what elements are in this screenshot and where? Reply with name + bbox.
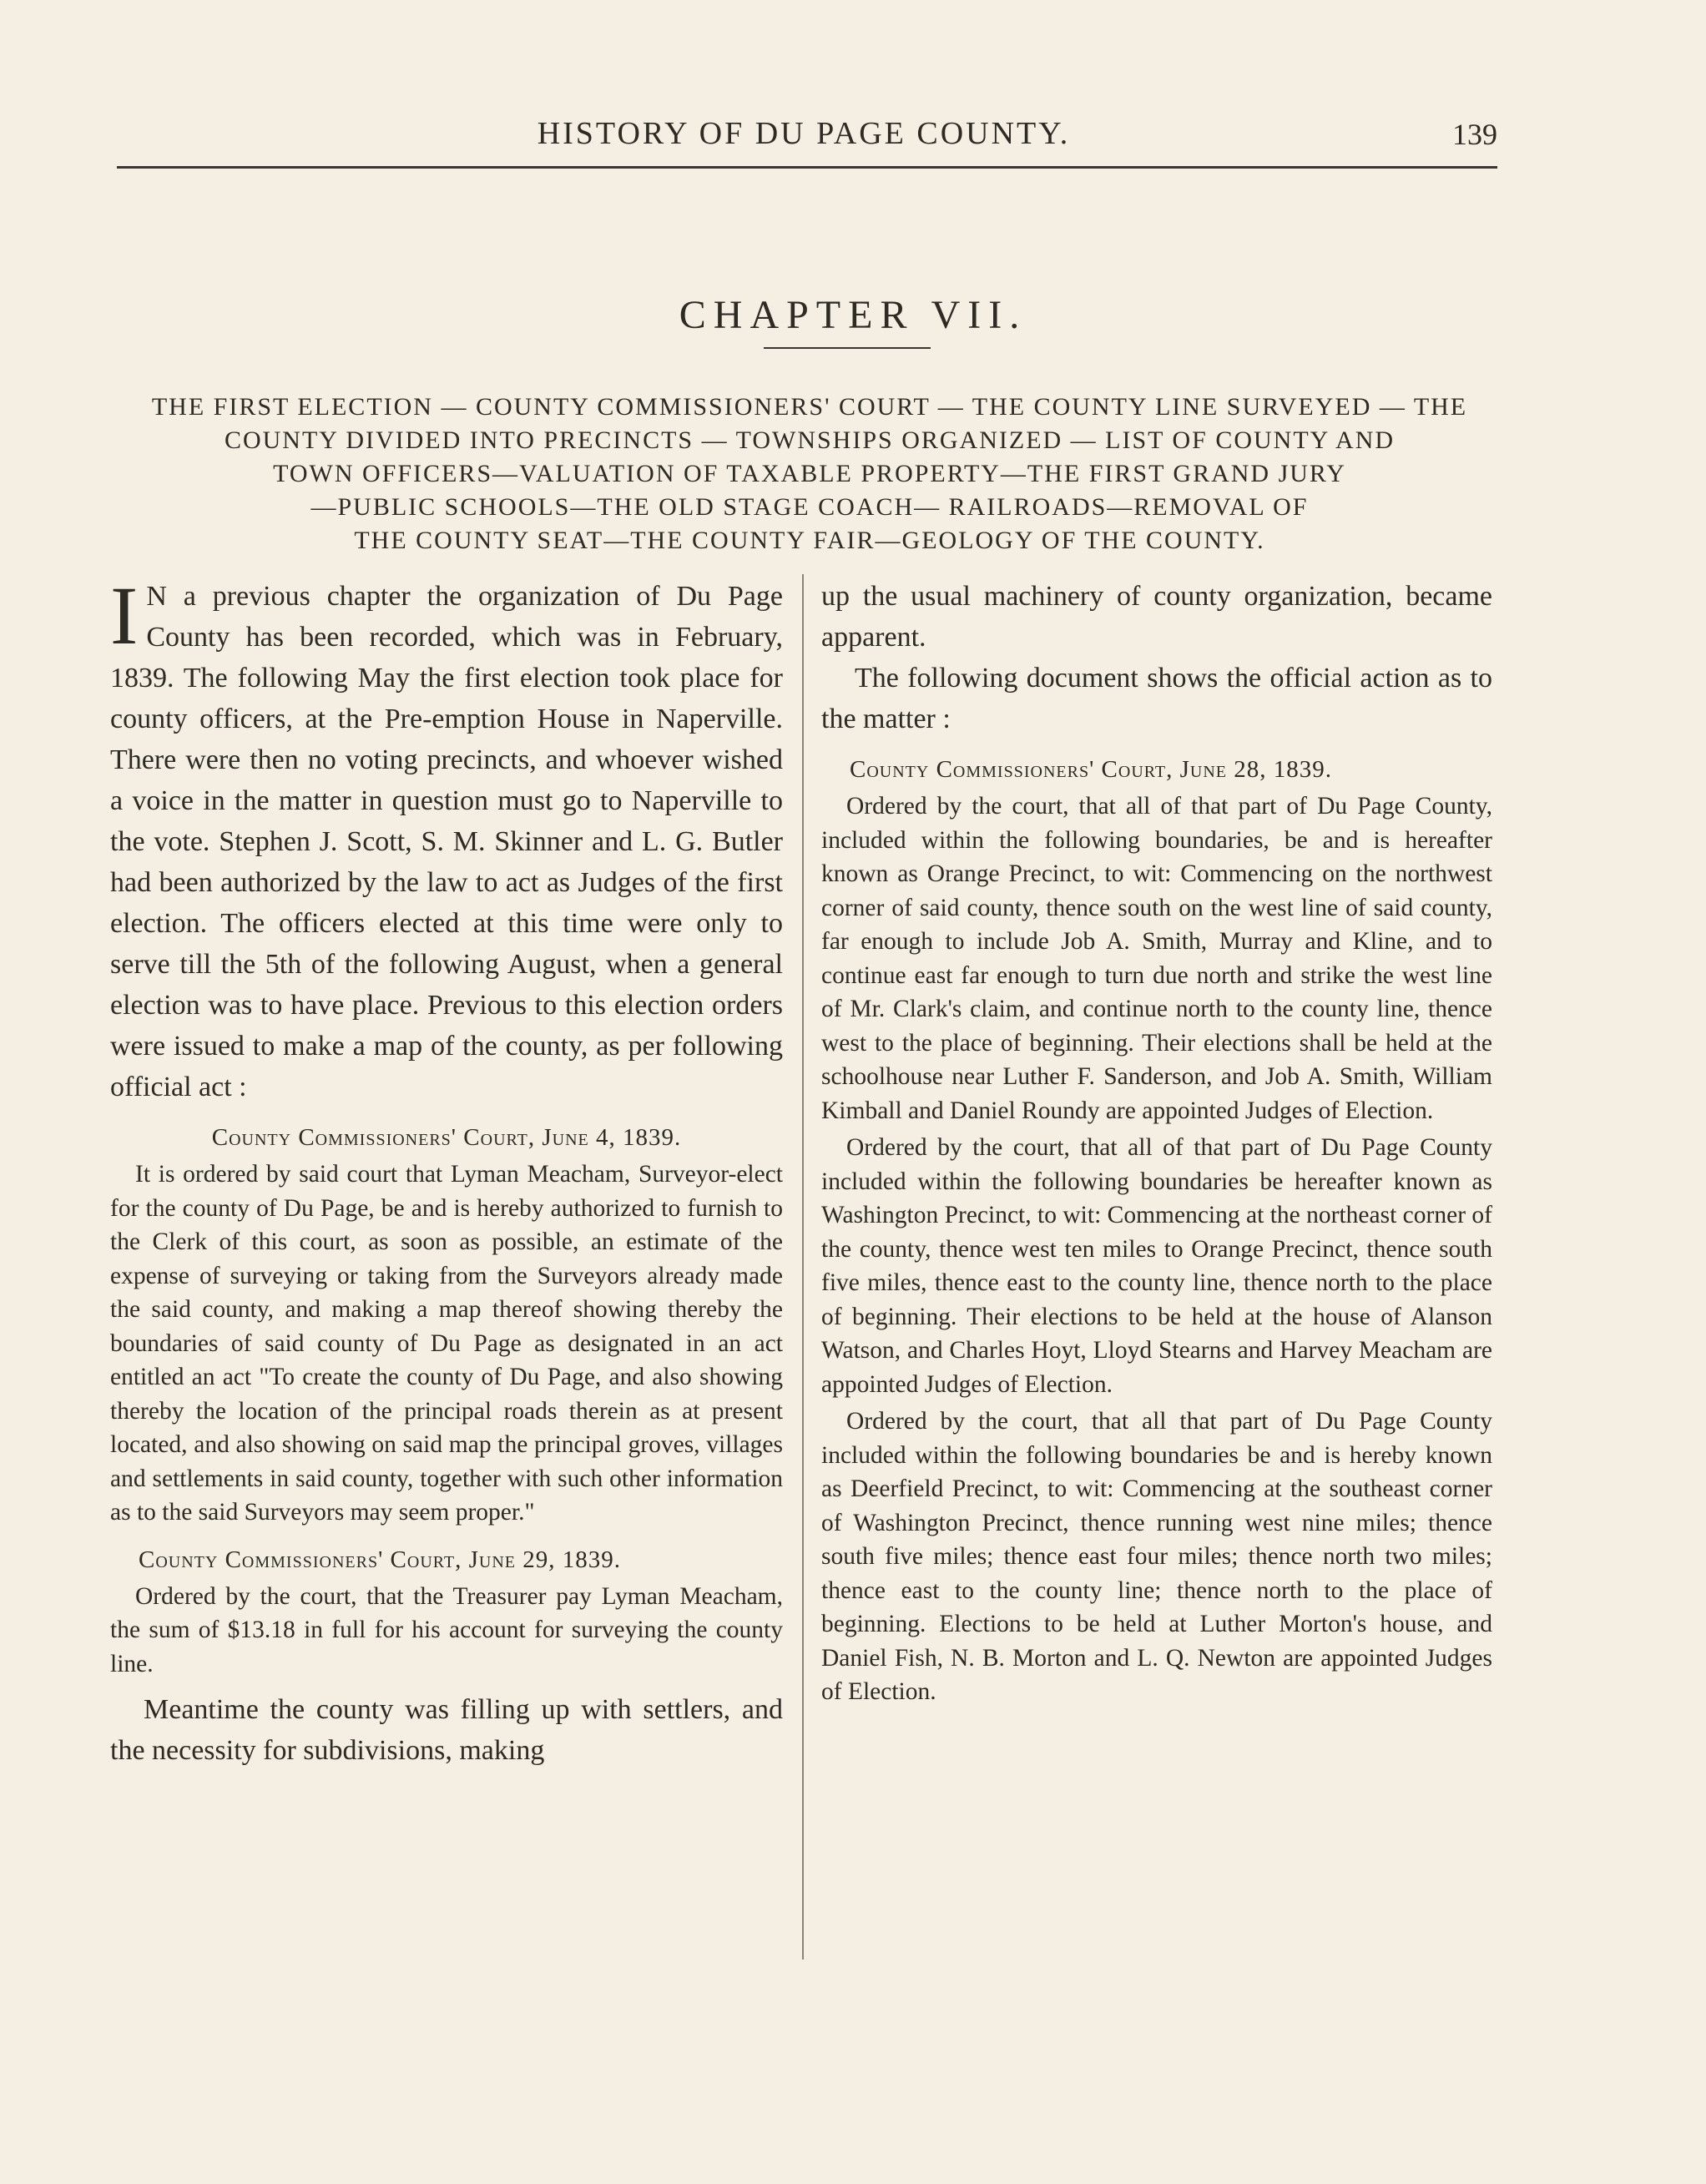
right-column [821, 576, 1492, 1709]
summary-line: TOWN OFFICERS—VALUATION OF TAXABLE PROPERTY—THE FIRST GRAND JURY [273, 460, 1346, 487]
court-order-text: It is ordered by said court that Lyman Meacham, Surveyor-elect for the county of Du Page, be and is hereby authorized to furnish to the Clerk of this court, as soon as possible, an estimate of the expense of surveying or taking from the Surveyors already made the said county, and making a map thereof showing thereby the boundaries of said county of Du Page as designated in an act entitled an act "To create the county of Du Page, and also showing thereby the location of the principal roads therein as at present located, and also showing on said map the principal groves, villages and settlements in said county, together with such other information as to the said Surveyors may seem proper." [110, 1161, 783, 1526]
drop-cap: I [110, 569, 139, 662]
court-order-heading: County Commissioners' Court, June 28, 1839. [850, 756, 1333, 783]
court-order-text: Ordered by the court, that the Treasurer pay Lyman Meacham, the sum of $13.18 in full for his account for surveying the county line. [110, 1582, 783, 1677]
court-order-heading: County Commissioners' Court, June 4, 1839. [211, 1124, 682, 1151]
court-order-heading: County Commissioners' Court, June 29, 1839. [139, 1546, 622, 1573]
left-column [110, 569, 783, 1771]
body-paragraph: The following document shows the official action as to the matter : [821, 663, 1492, 734]
body-paragraph: up the usual machinery of county organization, became apparent. [821, 581, 1492, 653]
chapter-summary [104, 391, 1515, 557]
summary-line: COUNTY DIVIDED INTO PRECINCTS — TOWNSHIPS ORGANIZED — LIST OF COUNTY AND [224, 426, 1396, 454]
summary-line: THE FIRST ELECTION — COUNTY COMMISSIONERS' COURT — THE COUNTY LINE SURVEYED — THE [151, 393, 1468, 421]
body-paragraph: N a previous chapter the organization of Du Page County has been recorded, which was in February, 1839. The following May the first election took place for county officers, at the Pre-emption House in Naperville. There were then no voting precincts, and whoever wished a voice in the matter in question must go to Naperville to the vote. Stephen J. Scott, S. M. Skinner and L. G. Butler had been authorized by the law to act as Judges of the first election. The officers elected at this time were only to serve till the 5th of the following August, when a general election was to have place. Previous to this election orders were issued to make a map of the county, as per following official act : [110, 581, 783, 1102]
header-rule [117, 166, 1497, 169]
summary-line: —PUBLIC SCHOOLS—THE OLD STAGE COACH— RAILROADS—REMOVAL OF [310, 493, 1309, 521]
running-header-title: HISTORY OF DU PAGE COUNTY. [537, 116, 1071, 151]
column-divider [802, 574, 804, 1960]
chapter-title: CHAPTER VII. [679, 293, 1027, 337]
chapter-rule [764, 347, 931, 349]
court-order-text: Ordered by the court, that all that part of Du Page County included within the following boundaries be and is hereby known as Deerfield Precinct, to wit: Commencing at the southeast corner of Washington Precinct, thence running west nine miles; thence south five miles; thence east four miles; thence north two miles; thence east to the county line; thence north to the place of beginning. Elections to be held at Luther Morton's house, and Daniel Fish, N. B. Morton and L. Q. Newton are appointed Judges of Election. [821, 1408, 1492, 1705]
summary-line: THE COUNTY SEAT—THE COUNTY FAIR—GEOLOGY OF THE COUNTY. [354, 527, 1265, 554]
page-number: 139 [1452, 118, 1497, 151]
court-order-text: Ordered by the court, that all of that part of Du Page County, included within the following boundaries, be and is hereafter known as Orange Precinct, to wit: Commencing on the northwest corner of said county, thence south on the west line of said county, far enough to include Job A. Smith, Murray and Kline, and to continue east far enough to turn due north and strike the west line of Mr. Clark's claim, and continue north to the county line, thence west to the place of beginning. Their elections shall be held at the schoolhouse near Luther F. Sanderson, and Job A. Smith, William Kimball and Daniel Roundy are appointed Judges of Election. [821, 793, 1492, 1124]
body-paragraph: Meantime the county was filling up with settlers, and the necessity for subdivisions, making [110, 1694, 783, 1766]
court-order-text: Ordered by the court, that all of that part of Du Page County included within the following boundaries be hereafter known as Washington Precinct, to wit: Commencing at the northeast corner of the county, thence west ten miles to Orange Precinct, thence south five miles, thence east to the county line, thence north to the place of beginning. Their elections to be held at the house of Alanson Watson, and Charles Hoyt, Lloyd Stearns and Harvey Meacham are appointed Judges of Election. [821, 1134, 1492, 1398]
